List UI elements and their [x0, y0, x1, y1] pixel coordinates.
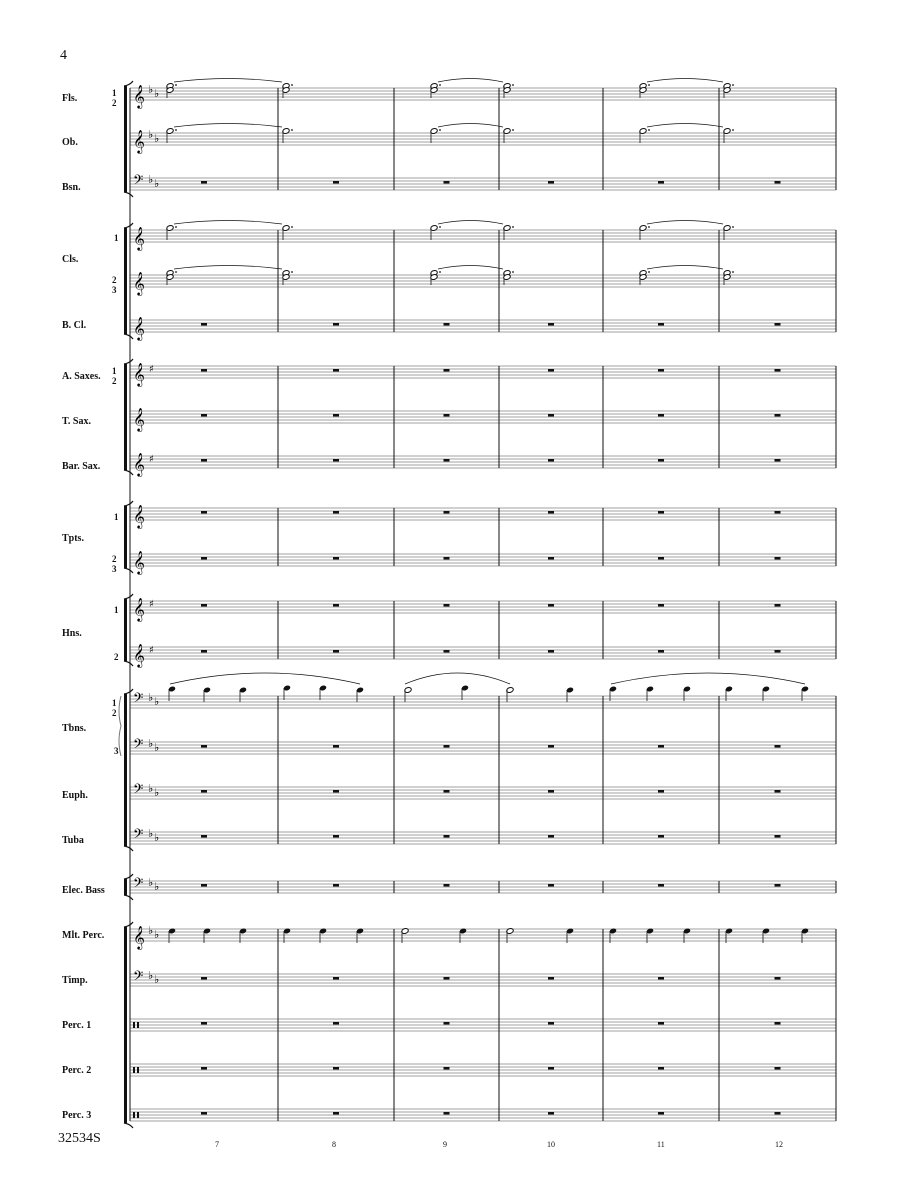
label-trombones: Tbns.	[62, 723, 87, 734]
label-bari-sax: Bar. Sax.	[62, 461, 101, 472]
whole-rest-icon	[658, 323, 664, 326]
measure-number: 10	[547, 1140, 555, 1149]
whole-rest-icon	[444, 1067, 450, 1070]
treble-clef-icon: 𝄞	[133, 550, 145, 574]
whole-rest-icon	[548, 977, 554, 980]
part-number: 2	[112, 98, 117, 108]
measure-number: 7	[215, 1140, 219, 1149]
bracket-hook	[124, 470, 133, 475]
flat-icon: ♭	[154, 880, 160, 893]
whole-rest-icon	[333, 369, 339, 372]
whole-rest-icon	[658, 790, 664, 793]
flat-icon: ♭	[154, 831, 160, 844]
part-number: 3	[112, 564, 117, 574]
whole-rest-icon	[444, 884, 450, 887]
whole-rest-icon	[775, 650, 781, 653]
part-number: 1	[114, 233, 119, 243]
whole-rest-icon	[444, 790, 450, 793]
augmentation-dot	[732, 129, 734, 131]
flat-icon: ♭	[148, 83, 154, 96]
percussion-clef-icon	[137, 1112, 139, 1118]
augmentation-dot	[439, 84, 441, 86]
whole-rest-icon	[658, 884, 664, 887]
whole-rest-icon	[775, 604, 781, 607]
tie	[438, 221, 503, 225]
whole-rest-icon	[548, 1067, 554, 1070]
brace	[119, 696, 121, 756]
whole-rest-icon	[444, 1022, 450, 1025]
augmentation-dot	[291, 271, 293, 273]
augmentation-dot	[439, 129, 441, 131]
whole-rest-icon	[201, 323, 207, 326]
augmentation-dot	[439, 226, 441, 228]
label-tuba: Tuba	[62, 835, 84, 846]
whole-rest-icon	[444, 181, 450, 184]
augmentation-dot	[175, 84, 177, 86]
whole-rest-icon	[775, 511, 781, 514]
label-clarinets: Cls.	[62, 254, 79, 265]
measure-number: 8	[332, 1140, 336, 1149]
treble-clef-icon: 𝄞	[133, 84, 145, 108]
augmentation-dot	[732, 226, 734, 228]
whole-rest-icon	[333, 511, 339, 514]
bass-clef-icon: 𝄢	[133, 968, 144, 987]
flat-icon: ♭	[148, 924, 154, 937]
treble-clef-icon: 𝄞	[133, 226, 145, 250]
whole-rest-icon	[201, 557, 207, 560]
label-horns: Hns.	[62, 628, 82, 639]
bracket	[124, 694, 127, 846]
bracket-hook	[124, 223, 133, 228]
flat-icon: ♭	[154, 786, 160, 799]
whole-rest-icon	[333, 323, 339, 326]
whole-rest-icon	[333, 181, 339, 184]
bracket-hook	[124, 874, 133, 879]
tie	[647, 221, 723, 225]
whole-rest-icon	[444, 557, 450, 560]
label-oboe: Ob.	[62, 137, 78, 148]
whole-rest-icon	[658, 1067, 664, 1070]
flat-icon: ♭	[148, 128, 154, 141]
flat-icon: ♭	[148, 969, 154, 982]
label-timpani: Timp.	[62, 975, 88, 986]
whole-rest-icon	[548, 1112, 554, 1115]
whole-rest-icon	[775, 1067, 781, 1070]
augmentation-dot	[732, 271, 734, 273]
whole-rest-icon	[775, 1112, 781, 1115]
whole-rest-icon	[775, 369, 781, 372]
whole-rest-icon	[548, 604, 554, 607]
measure-number: 9	[443, 1140, 447, 1149]
part-number: 1	[112, 88, 117, 98]
whole-rest-icon	[333, 1067, 339, 1070]
whole-rest-icon	[658, 1112, 664, 1115]
whole-rest-icon	[548, 745, 554, 748]
part-number: 2	[114, 652, 119, 662]
whole-rest-icon	[201, 977, 207, 980]
sharp-icon: ♯	[149, 599, 154, 610]
whole-rest-icon	[333, 557, 339, 560]
bracket	[124, 506, 127, 568]
whole-rest-icon	[548, 650, 554, 653]
whole-rest-icon	[658, 650, 664, 653]
whole-rest-icon	[548, 557, 554, 560]
slur	[611, 673, 805, 684]
whole-rest-icon	[658, 604, 664, 607]
flat-icon: ♭	[148, 782, 154, 795]
flat-icon: ♭	[154, 928, 160, 941]
label-perc-3: Perc. 3	[62, 1110, 92, 1121]
whole-rest-icon	[775, 977, 781, 980]
flat-icon: ♭	[154, 177, 160, 190]
label-tenor-sax: T. Sax.	[62, 416, 91, 427]
catalog-number: 32534S	[58, 1131, 101, 1146]
tie	[174, 221, 282, 225]
flat-icon: ♭	[154, 973, 160, 986]
whole-rest-icon	[775, 884, 781, 887]
page-number: 4	[60, 48, 67, 63]
bracket-hook	[124, 689, 133, 694]
treble-clef-icon: 𝄞	[133, 316, 145, 340]
sharp-icon: ♯	[149, 364, 154, 375]
whole-rest-icon	[333, 414, 339, 417]
whole-rest-icon	[548, 369, 554, 372]
part-number: 2	[112, 708, 117, 718]
whole-rest-icon	[444, 323, 450, 326]
augmentation-dot	[648, 129, 650, 131]
label-trumpets: Tpts.	[62, 533, 84, 544]
bracket-hook	[124, 661, 133, 666]
bracket	[124, 927, 127, 1123]
whole-rest-icon	[201, 884, 207, 887]
bracket-hook	[124, 81, 133, 86]
augmentation-dot	[175, 271, 177, 273]
whole-rest-icon	[775, 835, 781, 838]
augmentation-dot	[291, 129, 293, 131]
augmentation-dot	[648, 271, 650, 273]
whole-rest-icon	[333, 604, 339, 607]
whole-rest-icon	[548, 459, 554, 462]
augmentation-dot	[439, 271, 441, 273]
whole-rest-icon	[333, 1022, 339, 1025]
whole-rest-icon	[775, 790, 781, 793]
tie	[647, 79, 723, 83]
whole-rest-icon	[658, 977, 664, 980]
treble-clef-icon: 𝄞	[133, 129, 145, 153]
label-perc-1: Perc. 1	[62, 1020, 92, 1031]
flat-icon: ♭	[154, 132, 160, 145]
whole-rest-icon	[775, 557, 781, 560]
part-number: 1	[114, 605, 119, 615]
bracket-hook	[124, 192, 133, 197]
augmentation-dot	[175, 226, 177, 228]
part-number: 2	[112, 376, 117, 386]
whole-rest-icon	[444, 604, 450, 607]
label-electric-bass: Elec. Bass	[62, 885, 105, 896]
whole-rest-icon	[548, 835, 554, 838]
sharp-icon: ♯	[149, 645, 154, 656]
tie	[647, 124, 723, 128]
whole-rest-icon	[333, 459, 339, 462]
flat-icon: ♭	[148, 737, 154, 750]
whole-rest-icon	[201, 511, 207, 514]
whole-rest-icon	[548, 511, 554, 514]
tie	[438, 266, 503, 270]
bracket-hook	[124, 922, 133, 927]
bass-clef-icon: 𝄢	[133, 736, 144, 755]
tie	[174, 266, 282, 270]
whole-rest-icon	[201, 181, 207, 184]
whole-rest-icon	[201, 745, 207, 748]
whole-rest-icon	[333, 790, 339, 793]
whole-rest-icon	[444, 1112, 450, 1115]
bracket	[124, 228, 127, 334]
augmentation-dot	[512, 129, 514, 131]
label-euphonium: Euph.	[62, 790, 88, 801]
bracket-hook	[124, 334, 133, 339]
whole-rest-icon	[658, 181, 664, 184]
whole-rest-icon	[333, 650, 339, 653]
whole-rest-icon	[658, 745, 664, 748]
whole-rest-icon	[201, 1112, 207, 1115]
flat-icon: ♭	[148, 173, 154, 186]
whole-rest-icon	[201, 835, 207, 838]
whole-rest-icon	[548, 323, 554, 326]
percussion-clef-icon	[133, 1112, 135, 1118]
whole-rest-icon	[333, 1112, 339, 1115]
whole-rest-icon	[333, 884, 339, 887]
whole-rest-icon	[658, 835, 664, 838]
whole-rest-icon	[201, 459, 207, 462]
augmentation-dot	[512, 226, 514, 228]
bracket	[124, 599, 127, 661]
whole-rest-icon	[333, 977, 339, 980]
whole-rest-icon	[548, 1022, 554, 1025]
whole-rest-icon	[201, 1022, 207, 1025]
bass-clef-icon: 𝄢	[133, 826, 144, 845]
treble-clef-icon: 𝄞	[133, 504, 145, 528]
bracket-hook	[124, 895, 133, 900]
augmentation-dot	[512, 271, 514, 273]
measure-number: 12	[775, 1140, 783, 1149]
part-number: 1	[112, 366, 117, 376]
tie	[647, 266, 723, 270]
augmentation-dot	[175, 129, 177, 131]
augmentation-dot	[648, 84, 650, 86]
treble-clef-icon: 𝄞	[133, 597, 145, 621]
part-number: 1	[112, 698, 117, 708]
bracket	[124, 364, 127, 470]
bracket	[124, 86, 127, 192]
sharp-icon: ♯	[149, 454, 154, 465]
label-mallet-perc: Mlt. Perc.	[62, 930, 105, 941]
whole-rest-icon	[444, 459, 450, 462]
whole-rest-icon	[658, 511, 664, 514]
whole-rest-icon	[444, 835, 450, 838]
whole-rest-icon	[658, 459, 664, 462]
whole-rest-icon	[775, 181, 781, 184]
part-number: 2	[112, 275, 117, 285]
bracket-hook	[124, 359, 133, 364]
flat-icon: ♭	[148, 876, 154, 889]
flat-icon: ♭	[148, 691, 154, 704]
tie	[174, 79, 282, 83]
whole-rest-icon	[775, 323, 781, 326]
whole-rest-icon	[444, 650, 450, 653]
whole-rest-icon	[548, 181, 554, 184]
treble-clef-icon: 𝄞	[133, 271, 145, 295]
whole-rest-icon	[548, 414, 554, 417]
slur	[405, 673, 510, 684]
whole-rest-icon	[333, 745, 339, 748]
percussion-clef-icon	[133, 1067, 135, 1073]
label-flutes: Fls.	[62, 93, 78, 104]
whole-rest-icon	[548, 790, 554, 793]
bracket-hook	[124, 501, 133, 506]
whole-rest-icon	[658, 414, 664, 417]
treble-clef-icon: 𝄞	[133, 925, 145, 949]
bass-clef-icon: 𝄢	[133, 690, 144, 709]
label-bass-clarinet: B. Cl.	[62, 320, 87, 331]
whole-rest-icon	[444, 414, 450, 417]
whole-rest-icon	[775, 1022, 781, 1025]
flat-icon: ♭	[154, 87, 160, 100]
treble-clef-icon: 𝄞	[133, 643, 145, 667]
bass-clef-icon: 𝄢	[133, 172, 144, 191]
augmentation-dot	[512, 84, 514, 86]
whole-rest-icon	[201, 1067, 207, 1070]
percussion-clef-icon	[133, 1022, 135, 1028]
treble-clef-icon: 𝄞	[133, 407, 145, 431]
treble-clef-icon: 𝄞	[133, 362, 145, 386]
bracket-hook	[124, 846, 133, 851]
bass-clef-icon: 𝄢	[133, 875, 144, 894]
whole-rest-icon	[658, 1022, 664, 1025]
bracket-hook	[124, 594, 133, 599]
percussion-clef-icon	[137, 1067, 139, 1073]
percussion-clef-icon	[137, 1022, 139, 1028]
part-number: 2	[112, 554, 117, 564]
augmentation-dot	[291, 226, 293, 228]
whole-rest-icon	[775, 459, 781, 462]
whole-rest-icon	[444, 745, 450, 748]
bass-clef-icon: 𝄢	[133, 781, 144, 800]
whole-rest-icon	[658, 369, 664, 372]
whole-rest-icon	[775, 745, 781, 748]
part-number: 1	[114, 512, 119, 522]
flat-icon: ♭	[154, 695, 160, 708]
augmentation-dot	[648, 226, 650, 228]
whole-rest-icon	[201, 414, 207, 417]
flat-icon: ♭	[154, 741, 160, 754]
tie	[438, 124, 503, 128]
whole-rest-icon	[658, 557, 664, 560]
label-alto-saxes: A. Saxes.	[62, 371, 101, 382]
whole-rest-icon	[201, 650, 207, 653]
whole-rest-icon	[548, 884, 554, 887]
label-bassoon: Bsn.	[62, 182, 81, 193]
measure-number: 11	[657, 1140, 665, 1149]
tie	[438, 79, 503, 83]
whole-rest-icon	[201, 790, 207, 793]
slur	[170, 673, 360, 684]
bracket-hook	[124, 1123, 133, 1128]
whole-rest-icon	[201, 369, 207, 372]
part-number: 3	[112, 285, 117, 295]
whole-rest-icon	[444, 511, 450, 514]
whole-rest-icon	[201, 604, 207, 607]
flat-icon: ♭	[148, 827, 154, 840]
label-perc-2: Perc. 2	[62, 1065, 92, 1076]
bracket	[124, 879, 127, 895]
augmentation-dot	[732, 84, 734, 86]
whole-rest-icon	[444, 977, 450, 980]
bracket-hook	[124, 568, 133, 573]
treble-clef-icon: 𝄞	[133, 452, 145, 476]
whole-rest-icon	[444, 369, 450, 372]
whole-rest-icon	[775, 414, 781, 417]
part-number: 3	[114, 746, 119, 756]
whole-rest-icon	[333, 835, 339, 838]
tie	[174, 124, 282, 128]
augmentation-dot	[291, 84, 293, 86]
